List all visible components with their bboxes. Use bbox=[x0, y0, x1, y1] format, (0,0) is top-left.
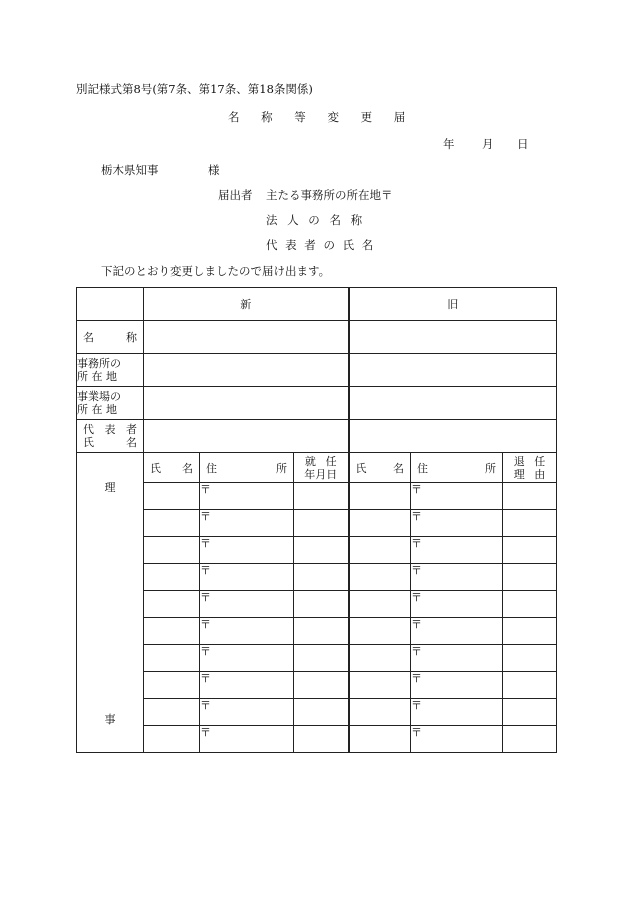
old-director-address-cell[interactable] bbox=[411, 510, 503, 537]
rep-char-5: 名 bbox=[126, 436, 137, 449]
row-label-representative bbox=[77, 420, 144, 453]
rep-char-2: 表 bbox=[104, 423, 116, 436]
new-director-name-cell[interactable] bbox=[144, 483, 200, 510]
form-reference: 別記様式第8号(第7条、第17条、第18条関係) bbox=[76, 82, 313, 96]
new-director-name-cell[interactable] bbox=[144, 618, 200, 645]
new-director-name-cell[interactable] bbox=[144, 510, 200, 537]
old-workplace-cell[interactable] bbox=[349, 387, 557, 420]
old-director-name-cell[interactable] bbox=[349, 726, 411, 753]
postal-mark: 〒 bbox=[411, 537, 423, 550]
new-director-appointed-cell[interactable] bbox=[294, 591, 349, 618]
new-director-name-cell[interactable] bbox=[144, 672, 200, 699]
old-director-address-cell[interactable] bbox=[411, 645, 503, 672]
new-name-h-2: 名 bbox=[182, 461, 193, 475]
new-address-h-2: 所 bbox=[276, 461, 287, 475]
old-director-name-cell[interactable] bbox=[349, 510, 411, 537]
postal-mark: 〒 bbox=[411, 591, 423, 604]
rep-char-3: 者 bbox=[126, 423, 137, 436]
old-director-reason-cell[interactable] bbox=[503, 483, 557, 510]
row-label-name bbox=[77, 321, 144, 354]
postal-mark: 〒 bbox=[200, 483, 211, 496]
rep-char-4: 氏 bbox=[83, 436, 94, 449]
row-label-directors bbox=[77, 453, 144, 753]
old-address-h-1: 住 bbox=[417, 461, 429, 475]
new-director-address-cell[interactable] bbox=[200, 483, 294, 510]
old-director-address-cell[interactable] bbox=[411, 591, 503, 618]
new-director-name-cell[interactable] bbox=[144, 645, 200, 672]
director-row bbox=[77, 510, 557, 537]
date-year: 年 bbox=[443, 137, 455, 151]
column-old-header bbox=[349, 288, 557, 321]
workplace-label-line-2: 所 在 地 bbox=[77, 403, 117, 416]
new-director-appointed-cell[interactable] bbox=[294, 537, 349, 564]
appointed-h-2: 任 bbox=[325, 454, 337, 468]
new-director-name-cell[interactable] bbox=[144, 726, 200, 753]
date-day: 日 bbox=[517, 137, 529, 151]
column-new-label: 新 bbox=[240, 298, 252, 311]
new-director-appointed-cell[interactable] bbox=[294, 564, 349, 591]
new-workplace-cell[interactable] bbox=[144, 387, 349, 420]
old-director-name-cell[interactable] bbox=[349, 483, 411, 510]
column-old-label: 旧 bbox=[447, 298, 459, 311]
notifier-office-location: 主たる事務所の所在地〒 bbox=[266, 188, 393, 202]
new-director-appointed-cell[interactable] bbox=[294, 726, 349, 753]
director-row bbox=[77, 672, 557, 699]
old-director-reason-header bbox=[503, 453, 557, 483]
old-director-name-cell[interactable] bbox=[349, 564, 411, 591]
notifier-label: 届出者 bbox=[218, 188, 253, 202]
new-director-address-cell[interactable] bbox=[200, 564, 294, 591]
new-director-appointed-cell[interactable] bbox=[294, 645, 349, 672]
notifier-representative-name: 代 表 者 の 氏 名 bbox=[266, 238, 374, 252]
old-director-reason-cell[interactable] bbox=[503, 537, 557, 564]
old-director-reason-cell[interactable] bbox=[503, 618, 557, 645]
addressee-name: 栃木県知事 bbox=[101, 163, 159, 177]
row-label-office bbox=[77, 354, 144, 387]
new-director-name-header bbox=[144, 453, 200, 483]
new-director-address-cell[interactable] bbox=[200, 591, 294, 618]
director-row bbox=[77, 699, 557, 726]
intro-text: 下記のとおり変更しましたので届け出ます。 bbox=[101, 264, 331, 278]
old-director-reason-cell[interactable] bbox=[503, 726, 557, 753]
director-row bbox=[77, 618, 557, 645]
director-row bbox=[77, 645, 557, 672]
director-row bbox=[77, 537, 557, 564]
rep-char-1: 代 bbox=[83, 423, 94, 436]
office-label-line-2: 所 在 地 bbox=[77, 370, 117, 383]
postal-mark: 〒 bbox=[411, 483, 423, 496]
old-director-reason-cell[interactable] bbox=[503, 564, 557, 591]
directors-label-top: 理 bbox=[104, 481, 116, 494]
postal-mark: 〒 bbox=[200, 591, 211, 604]
postal-mark: 〒 bbox=[200, 726, 211, 739]
old-director-name-cell[interactable] bbox=[349, 672, 411, 699]
new-director-name-cell[interactable] bbox=[144, 537, 200, 564]
director-row bbox=[77, 726, 557, 753]
old-director-address-cell[interactable] bbox=[411, 537, 503, 564]
new-director-name-cell[interactable] bbox=[144, 699, 200, 726]
postal-mark: 〒 bbox=[411, 564, 423, 577]
new-director-appointed-cell[interactable] bbox=[294, 510, 349, 537]
old-director-name-cell[interactable] bbox=[349, 645, 411, 672]
old-director-address-cell[interactable] bbox=[411, 618, 503, 645]
reason-h-2: 任 bbox=[534, 454, 546, 468]
appointed-line-1 bbox=[294, 455, 348, 468]
old-director-name-cell[interactable] bbox=[349, 537, 411, 564]
new-name-cell[interactable] bbox=[144, 321, 349, 354]
new-director-address-cell[interactable] bbox=[200, 618, 294, 645]
row-label-workplace bbox=[77, 387, 144, 420]
new-director-appointed-header bbox=[294, 453, 349, 483]
addressee-honorific: 様 bbox=[208, 163, 220, 177]
director-row bbox=[77, 591, 557, 618]
appointed-line-2: 年月日 bbox=[304, 467, 338, 481]
old-director-reason-cell[interactable] bbox=[503, 510, 557, 537]
old-director-reason-cell[interactable] bbox=[503, 645, 557, 672]
name-char-2: 称 bbox=[126, 331, 137, 344]
corner-cell bbox=[77, 288, 144, 321]
postal-mark: 〒 bbox=[411, 510, 423, 523]
old-name-cell[interactable] bbox=[349, 321, 557, 354]
old-director-name-cell[interactable] bbox=[349, 591, 411, 618]
new-office-cell[interactable] bbox=[144, 354, 349, 387]
notifier-corporation-name: 法 人 の 名 称 bbox=[266, 213, 363, 227]
postal-mark: 〒 bbox=[411, 699, 423, 712]
postal-mark: 〒 bbox=[200, 537, 211, 550]
workplace-label-line-1: 事業場の bbox=[77, 390, 121, 403]
postal-mark: 〒 bbox=[200, 564, 211, 577]
old-name-header-text bbox=[350, 460, 411, 476]
reason-line-2 bbox=[503, 468, 556, 481]
new-director-appointed-cell[interactable] bbox=[294, 618, 349, 645]
director-row bbox=[77, 564, 557, 591]
form-title: 名 称 等 変 更 届 bbox=[228, 110, 406, 124]
new-director-address-cell[interactable] bbox=[200, 672, 294, 699]
new-director-address-cell[interactable] bbox=[200, 537, 294, 564]
old-office-cell[interactable] bbox=[349, 354, 557, 387]
new-director-address-cell[interactable] bbox=[200, 645, 294, 672]
new-director-address-cell[interactable] bbox=[200, 699, 294, 726]
old-director-name-cell[interactable] bbox=[349, 699, 411, 726]
rep-label-line-1 bbox=[77, 423, 143, 436]
date-month: 月 bbox=[482, 137, 494, 151]
old-director-address-cell[interactable] bbox=[411, 483, 503, 510]
old-address-header-text bbox=[411, 460, 502, 476]
new-director-name-cell[interactable] bbox=[144, 564, 200, 591]
row-label-name-text bbox=[77, 329, 143, 345]
column-new-header bbox=[144, 288, 349, 321]
new-address-h-1: 住 bbox=[206, 461, 217, 475]
old-name-h-2: 名 bbox=[393, 461, 405, 475]
appointed-h-1: 就 bbox=[304, 454, 316, 468]
old-director-address-cell[interactable] bbox=[411, 564, 503, 591]
old-director-reason-cell[interactable] bbox=[503, 591, 557, 618]
new-director-appointed-cell[interactable] bbox=[294, 483, 349, 510]
directors-label-bottom: 事 bbox=[104, 713, 116, 726]
old-director-address-cell[interactable] bbox=[411, 672, 503, 699]
reason-line-1 bbox=[503, 455, 556, 468]
postal-mark: 〒 bbox=[200, 510, 211, 523]
old-address-h-2: 所 bbox=[485, 461, 497, 475]
postal-mark: 〒 bbox=[200, 672, 211, 685]
old-director-address-header bbox=[411, 453, 503, 483]
name-char-1: 名 bbox=[83, 331, 94, 344]
postal-mark: 〒 bbox=[200, 618, 211, 631]
new-director-appointed-cell[interactable] bbox=[294, 699, 349, 726]
old-director-name-cell[interactable] bbox=[349, 618, 411, 645]
new-director-address-cell[interactable] bbox=[200, 726, 294, 753]
old-director-address-cell[interactable] bbox=[411, 726, 503, 753]
new-director-address-cell[interactable] bbox=[200, 510, 294, 537]
new-name-h-1: 氏 bbox=[150, 461, 161, 475]
director-row bbox=[77, 483, 557, 510]
new-director-address-header bbox=[200, 453, 294, 483]
reason-h-4: 由 bbox=[534, 467, 546, 481]
office-label-line-1: 事務所の bbox=[77, 357, 121, 370]
old-director-reason-cell[interactable] bbox=[503, 672, 557, 699]
postal-mark: 〒 bbox=[411, 726, 423, 739]
old-director-reason-cell[interactable] bbox=[503, 699, 557, 726]
old-name-h-1: 氏 bbox=[355, 461, 367, 475]
reason-h-1: 退 bbox=[513, 454, 525, 468]
old-director-name-header bbox=[349, 453, 411, 483]
new-name-header-text bbox=[144, 460, 199, 476]
postal-mark: 〒 bbox=[200, 699, 211, 712]
postal-mark: 〒 bbox=[411, 645, 423, 658]
old-representative-cell[interactable] bbox=[349, 420, 557, 453]
postal-mark: 〒 bbox=[411, 672, 423, 685]
reason-h-3: 理 bbox=[513, 467, 525, 481]
new-director-name-cell[interactable] bbox=[144, 591, 200, 618]
rep-label-line-2 bbox=[77, 436, 143, 449]
postal-mark: 〒 bbox=[411, 618, 423, 631]
new-director-appointed-cell[interactable] bbox=[294, 672, 349, 699]
change-notification-table bbox=[76, 287, 557, 753]
postal-mark: 〒 bbox=[200, 645, 211, 658]
new-representative-cell[interactable] bbox=[144, 420, 349, 453]
old-director-address-cell[interactable] bbox=[411, 699, 503, 726]
new-address-header-text bbox=[200, 460, 293, 476]
